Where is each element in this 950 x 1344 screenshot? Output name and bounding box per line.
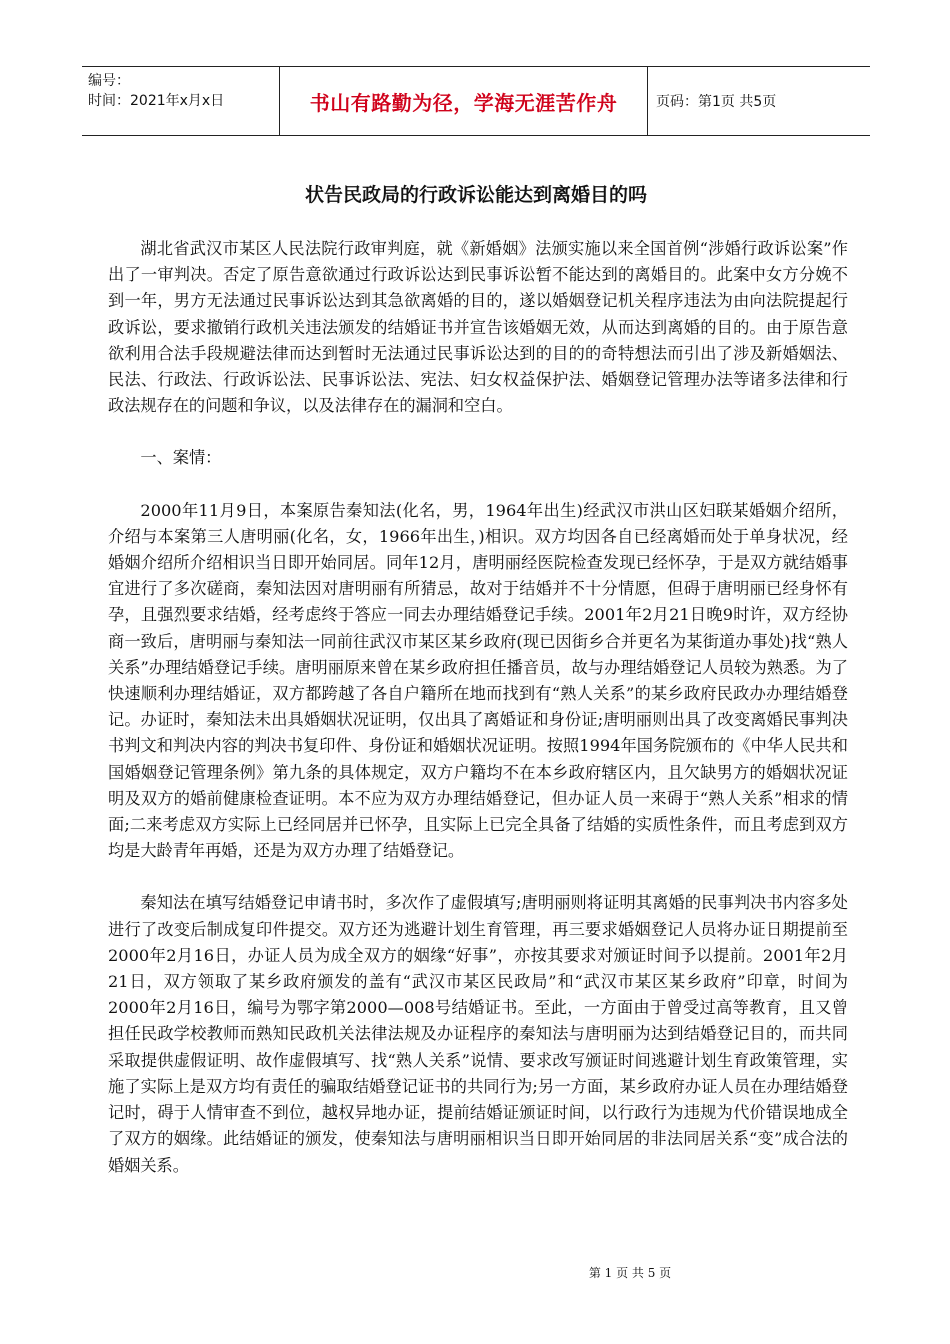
document-body: [108, 236, 848, 1205]
document-number-label: 编号：: [88, 73, 130, 89]
header-motto: 书山有路勤为径，学海无涯苦作舟: [309, 90, 618, 115]
header-page-cell: [648, 67, 870, 135]
page-footer: 第 1 页 共 5 页: [588, 1266, 672, 1280]
paragraph-registration: 秦知法在填写结婚登记申请书时，多次作了虚假填写;唐明丽则将证明其离婚的民事判决书内容多处进行了改变后制成复印件提交。双方还为逃避计划生育管理，再三要求婚姻登记人员将办证日期提前至2000年2月16日，办证人员为成全双方的姻缘“好事”，亦按其要求对颁证时间予以提前。2001年2月21日，双方领取了某乡政府颁发的盖有“武汉市某区民政局”和“武汉市某区某乡政府”印章，时间为2000年2月16日，编号为鄂字第2000—008号结婚证书。至此，一方面由于曾受过高等教育，且又曾担任民政学校教师而熟知民政机关法律法规及办证程序的秦知法与唐明丽为达到结婚登记目的，而共同采取提供虚假证明、故作虚假填写、找“熟人关系”说情、要求改写颁证时间逃避计划生育政策管理，实施了实际上是双方均有责任的骗取结婚登记证书的共同行为;另一方面，某乡政府办证人员在办理结婚登记时，碍于人情审查不到位，越权异地办证，提前结婚证颁证时间，以行政行为违规为代价错误地成全了双方的姻缘。此结婚证的颁发，使秦知法与唐明丽相识当日即开始同居的非法同居关系“变”成合法的婚姻关系。: [108, 893, 848, 1175]
paragraph-intro: 湖北省武汉市某区人民法院行政审判庭，就《新婚姻》法颁实施以来全国首例“涉婚行政诉讼案”作出了一审判决。否定了原告意欲通过行政诉讼达到民事诉讼暂不能达到的离婚目的。此案中女方分娩不到一年，男方无法通过民事诉讼达到其急欲离婚的目的，遂以婚姻登记机关程序违法为由向法院提起行政诉讼，要求撤销行政机关违法颁发的结婚证书并宣告该婚姻无效，从而达到离婚的目的。由于原告意欲利用合法手段规避法律而达到暂时无法通过民事诉讼达到的目的的奇特想法而引出了涉及新婚姻法、民法、行政法、行政诉讼法、民事诉讼法、宪法、妇女权益保护法、婚姻登记管理办法等诸多法律和行政法规存在的问题和争议，以及法律存在的漏洞和空白。: [108, 239, 848, 416]
document-title: 状告民政局的行政诉讼能达到离婚目的吗: [304, 184, 647, 206]
paragraph-case-facts: 2000年11月9日，本案原告秦知法(化名，男，1964年出生)经武汉市洪山区妇联某婚姻介绍所，介绍与本案第三人唐明丽(化名，女，1966年出生，)相识。双方均因各自已经离婚而处于单身状况，经婚姻介绍所介绍相识当日即开始同居。同年12月，唐明丽经医院检查发现已经怀孕，于是双方就结婚事宜进行了多次磋商，秦知法因对唐明丽有所猜忌，故对于结婚并不十分情愿，但碍于唐明丽已经身怀有孕，且强烈要求结婚，经考虑终于答应一同去办理结婚登记手续。2001年2月21日晚9时许，双方经协商一致后，唐明丽与秦知法一同前往武汉市某区某乡政府(现已因街乡合并更名为某街道办事处)找“熟人关系”办理结婚登记手续。唐明丽原来曾在某乡政府担任播音员，故与办理结婚登记人员较为熟悉。为了快速顺利办理结婚证，双方都跨越了各自户籍所在地而找到有“熟人关系”的某乡政府民政办办理结婚登记。办证时，秦知法未出具婚姻状况证明，仅出具了离婚证和身份证;唐明丽则出具了改变离婚民事判决书判文和判决内容的判决书复印件、身份证和婚姻状况证明。按照1994年国务院颁布的《中华人民共和国婚姻登记管理条例》第九条的具体规定，双方户籍均不在本乡政府辖区内，且欠缺男方的婚姻状况证明及双方的婚前健康检查证明。本不应为双方办理结婚登记，但办证人员一来碍于“熟人关系”相求的情面;二来考虑双方实际上已经同居并已怀孕，且实际上已完全具备了结婚的实质性条件，而且考虑到双方均是大龄青年再婚，还是为双方办理了结婚登记。: [108, 500, 848, 861]
document-time-label: 时间：2021年x月x日: [88, 93, 225, 109]
header-table: [82, 66, 870, 136]
section-heading-case: 一、案情：: [140, 448, 222, 468]
header-meta-cell: [82, 67, 280, 135]
header-page-info: 页码：第1页 共5页: [656, 94, 777, 110]
header-motto-cell: [280, 67, 648, 135]
